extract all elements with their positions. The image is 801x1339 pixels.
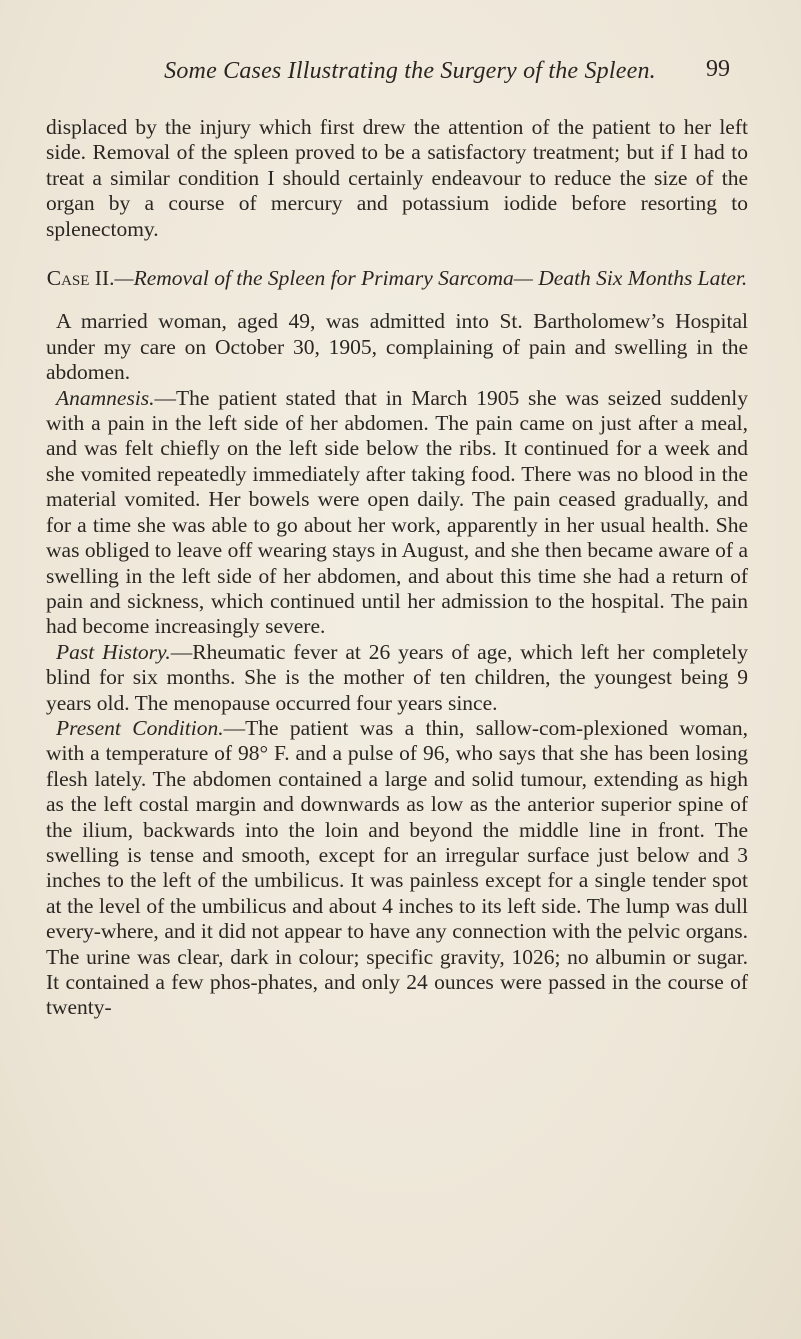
past-history-heading: Past History. bbox=[56, 639, 171, 664]
paragraph-continuation: displaced by the injury which first drew the attention of the patient to her left side. Removal of the spleen proved to be a satisfactory treatment; but if I had to treat a similar condition I should certainly endeavour to reduce the size of the organ by a course of mercury and potassium iodide before resorting to splenectomy. bbox=[46, 115, 748, 241]
paragraph-past-history bbox=[46, 640, 748, 716]
paragraph-present-condition bbox=[46, 716, 748, 1021]
case-heading bbox=[46, 266, 748, 291]
page-number: 99 bbox=[706, 56, 730, 82]
paragraph-admission: A married woman, aged 49, was admitted into St. Bartholomew’s Hospital under my care on October 30, 1905, complaining of pain and swelling in the abdomen. bbox=[46, 309, 748, 385]
past-history-text: —Rheumatic fever at 26 years of age, which left her completely blind for six months. She is the mother of ten children, the youngest being 9 years old. The menopause occurred four years since. bbox=[46, 639, 748, 715]
anamnesis-heading: Anamnesis. bbox=[56, 385, 155, 410]
page-body bbox=[46, 115, 748, 1021]
case-title: —Removal of the Spleen for Primary Sarcoma— Death Six Months Later. bbox=[114, 266, 748, 291]
case-label: Case II. bbox=[46, 266, 115, 291]
anamnesis-text: —The patient stated that in March 1905 she was seized suddenly with a pain in the left side of her abdomen. The pain came on just after a meal, and was felt chiefly on the left side below the ribs. It continued for a week and she vomited repeatedly immediately after taking food. There was no blood in the material vomited. Her bowels were open daily. The pain ceased gradually, and for a time she was able to go about her work, apparently in her usual health. She was obliged to leave off wearing stays in August, and she then became aware of a swelling in the left side of her abdomen, and about this time she had a return of pain and sickness, which continued until her admission to the hospital. The pain had become increasingly severe. bbox=[46, 385, 748, 639]
present-condition-heading: Present Condition. bbox=[56, 715, 224, 740]
present-condition-text: —The patient was a thin, sallow-com-plexioned woman, with a temperature of 98° F. and a pulse of 96, who says that she has been losing flesh lately. The abdomen contained a large and solid tumour, extending as high as the left costal margin and downwards as low as the anterior superior spine of the ilium, backwards into the loin and beyond the middle line in front. The swelling is tense and smooth, except for an irregular surface just below and 3 inches to the left of the umbilicus. It was painless except for a single tender spot at the level of the umbilicus and about 4 inches to its left side. The lump was dull every-where, and it did not appear to have any connection with the pelvic organs. The urine was clear, dark in colour; specific gravity, 1026; no albumin or sugar. It contained a few phos-phates, and only 24 ounces were passed in the course of twenty- bbox=[46, 715, 749, 1020]
running-title: Some Cases Illustrating the Surgery of the Spleen. bbox=[164, 58, 656, 84]
paragraph-anamnesis bbox=[46, 386, 748, 640]
